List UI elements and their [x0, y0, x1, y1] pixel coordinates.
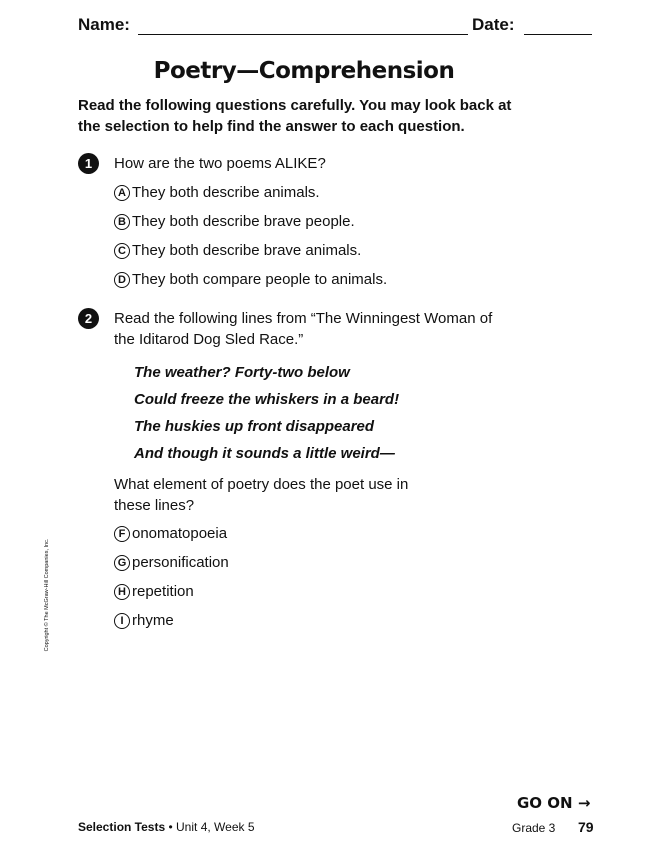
footer-separator: •	[165, 820, 177, 834]
answer-bubble[interactable]: F	[114, 526, 130, 542]
question-2-prompt: What element of poetry does the poet use in these lines?	[114, 476, 409, 514]
date-label: Date:	[472, 15, 515, 34]
poem-line: The huskies up front disappeared	[134, 418, 375, 435]
name-label: Name:	[78, 15, 130, 34]
option-text: They both describe brave people.	[132, 213, 355, 230]
question-2-number: 2	[78, 308, 99, 329]
question-2-option-i[interactable]	[114, 611, 174, 631]
option-text: They both compare people to animals.	[132, 271, 388, 288]
answer-bubble[interactable]: H	[114, 584, 130, 600]
page-title: Poetry—Comprehension	[153, 58, 455, 84]
question-2-option-f[interactable]	[114, 524, 227, 544]
answer-bubble[interactable]: A	[114, 185, 130, 201]
option-text: repetition	[132, 583, 194, 600]
answer-bubble[interactable]: D	[114, 272, 130, 288]
name-field[interactable]	[138, 34, 468, 35]
option-text: personification	[132, 554, 229, 571]
page-number: 79	[578, 819, 594, 835]
date-field[interactable]	[524, 34, 592, 35]
footer-unit-week: Unit 4, Week 5	[176, 820, 255, 834]
question-1-option-d[interactable]	[114, 270, 387, 290]
option-text: onomatopoeia	[132, 525, 228, 542]
answer-bubble[interactable]: I	[114, 613, 130, 629]
option-text: They both describe animals.	[132, 184, 320, 201]
option-text: rhyme	[132, 612, 174, 629]
question-1-option-b[interactable]	[114, 212, 355, 232]
copyright-notice: Copyright © The McGraw-Hill Companies, Inc.	[44, 538, 50, 652]
poem-line: The weather? Forty-two below	[134, 364, 350, 381]
question-2-option-g[interactable]	[114, 553, 229, 573]
poem-line: Could freeze the whiskers in a beard!	[134, 391, 400, 408]
question-1-option-a[interactable]	[114, 183, 320, 203]
question-1-option-c[interactable]	[114, 241, 361, 261]
poem-line: And though it sounds a little weird—	[134, 445, 395, 462]
question-2-text: Read the following lines from “The Winningest Woman of the Iditarod Dog Sled Race.”	[114, 310, 493, 348]
question-2-option-h[interactable]	[114, 582, 194, 602]
footer-series	[78, 820, 255, 834]
question-1-text: How are the two poems ALIKE?	[114, 155, 326, 172]
footer-series-name: Selection Tests	[78, 820, 166, 834]
question-1-number: 1	[78, 153, 99, 174]
option-text: They both describe brave animals.	[132, 242, 362, 259]
directions: Read the following questions carefully. You may look back at the selection to help find the answer to each question.	[78, 97, 512, 135]
footer-grade: Grade 3	[512, 821, 556, 835]
go-on-indicator: GO ON →	[517, 794, 591, 812]
answer-bubble[interactable]: C	[114, 243, 130, 259]
answer-bubble[interactable]: B	[114, 214, 130, 230]
answer-bubble[interactable]: G	[114, 555, 130, 571]
